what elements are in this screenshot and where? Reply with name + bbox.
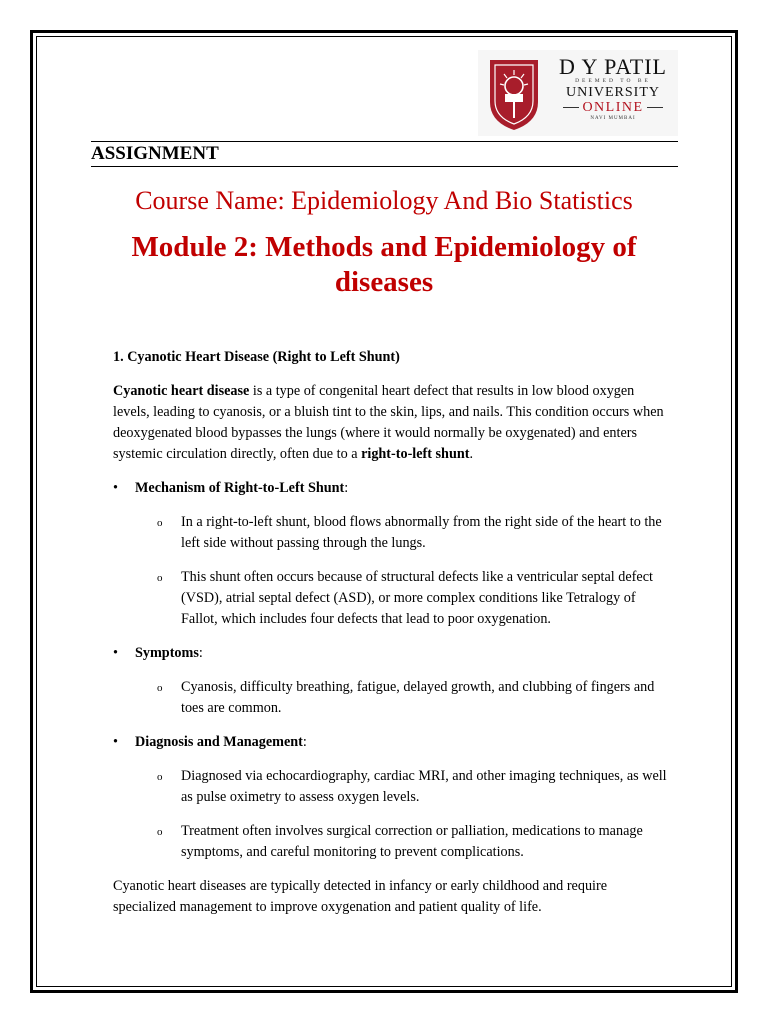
bullet-title: Diagnosis and Management bbox=[135, 734, 303, 750]
sub-bullet-icon: o bbox=[157, 771, 163, 783]
sub-bullet-icon: o bbox=[157, 826, 163, 838]
logo-university: UNIVERSITY bbox=[566, 85, 660, 100]
sub-bullet-icon: o bbox=[157, 572, 163, 584]
sub-item: o Treatment often involves surgical correction or palliation, medications to manage symptoms, and careful monitoring to prevent complications. bbox=[157, 823, 643, 860]
sub-item: o In a right-to-left shunt, blood flows abnormally from the right side of the heart to the left side without passing through the lungs. bbox=[157, 514, 662, 551]
bullet-title: Mechanism of Right-to-Left Shunt bbox=[135, 480, 345, 496]
university-shield-icon bbox=[488, 56, 540, 132]
sub-item: o This shunt often occurs because of structural defects like a ventricular septal defect (VSD), atrial septal defect (ASD), or more complex conditions like Tetralogy of Fallot, which includes four defects that lead to poor oxygenation. bbox=[157, 569, 653, 627]
logo-wordmark bbox=[554, 56, 672, 123]
bullet-title: Symptoms bbox=[135, 645, 199, 661]
bullet-symptoms: • Symptoms: bbox=[113, 643, 673, 664]
header-rule-top bbox=[91, 141, 678, 142]
assignment-label: ASSIGNMENT bbox=[91, 143, 219, 164]
logo-deemed: DEEMED TO BE bbox=[575, 78, 651, 84]
section-heading: 1. Cyanotic Heart Disease (Right to Left Shunt) bbox=[113, 349, 400, 365]
intro-paragraph: Cyanotic heart disease is a type of congenital heart defect that results in low blood oxygen levels, leading to cyanosis, or a bluish tint to the skin, lips, and nails. This condition occurs when deoxygenated blood bypasses the lungs (where it would normally be oxygenated) and enters systemic circulation directly, often due to a right-to-left shunt. bbox=[113, 383, 664, 462]
course-name-title: Course Name: Epidemiology And Bio Statistics bbox=[135, 186, 633, 215]
document-body bbox=[113, 347, 673, 931]
logo-online: ONLINE bbox=[582, 100, 644, 115]
module-title: Module 2: Methods and Epidemiology of diseases bbox=[131, 231, 637, 298]
logo-brand: D Y PATIL bbox=[558, 54, 667, 79]
bullet-icon: • bbox=[113, 645, 118, 661]
sub-item: o Diagnosed via echocardiography, cardiac MRI, and other imaging techniques, as well as pulse oximetry to assess oxygen levels. bbox=[157, 768, 667, 805]
logo-online-row bbox=[554, 100, 672, 115]
intro-bold-term: Cyanotic heart disease bbox=[113, 383, 250, 399]
sub-item: o Cyanosis, difficulty breathing, fatigue, delayed growth, and clubbing of fingers and toes are common. bbox=[157, 679, 655, 716]
bullet-icon: • bbox=[113, 734, 118, 750]
intro-bold-phrase: right-to-left shunt bbox=[361, 446, 470, 462]
sub-bullet-icon: o bbox=[157, 682, 163, 694]
sub-bullet-icon: o bbox=[157, 517, 163, 529]
conclusion-paragraph: Cyanotic heart diseases are typically detected in infancy or early childhood and require specialized management to improve oxygenation and patient quality of life. bbox=[113, 878, 607, 915]
dy-patil-logo bbox=[478, 50, 678, 136]
header-rule-bottom bbox=[91, 166, 678, 167]
bullet-icon: • bbox=[113, 480, 118, 496]
bullet-mechanism: • Mechanism of Right-to-Left Shunt: bbox=[113, 478, 673, 499]
bullet-diagnosis: • Diagnosis and Management: bbox=[113, 732, 673, 753]
logo-location: NAVI MUMBAI bbox=[590, 116, 636, 121]
